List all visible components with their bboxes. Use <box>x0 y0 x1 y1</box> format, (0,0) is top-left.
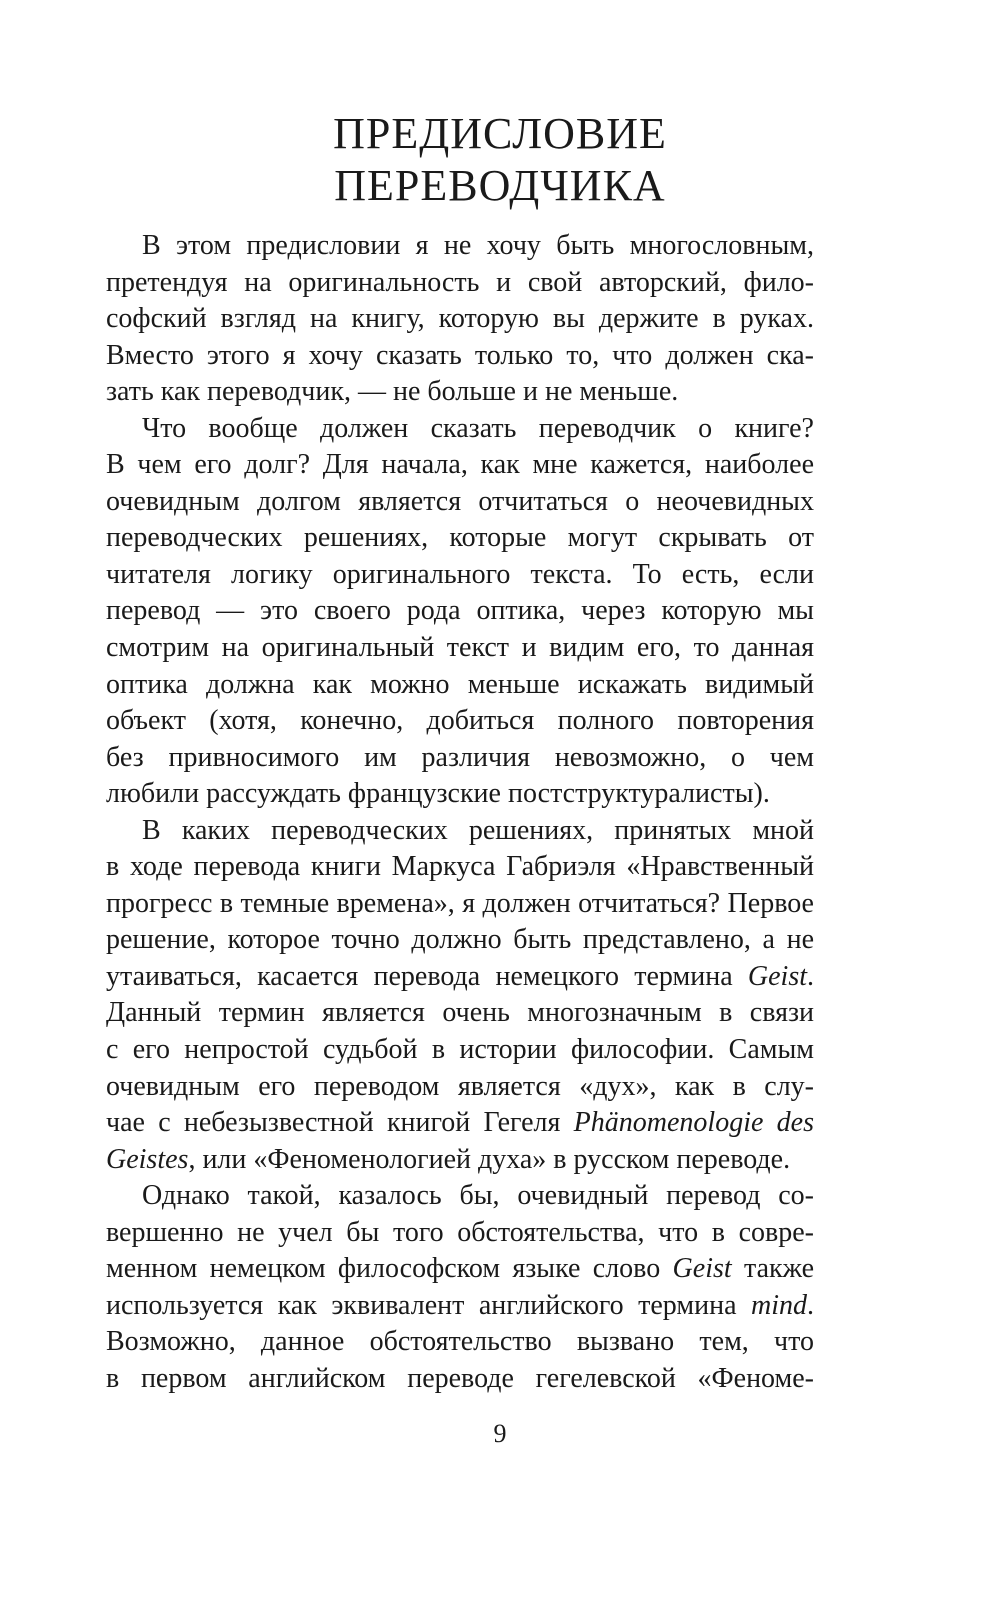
text-line: софский взгляд на книгу, которую вы держите в руках. <box>106 303 814 335</box>
emphasis-term: Geistes <box>106 1143 189 1175</box>
text-line: В каких переводческих решениях, принятых мной <box>142 814 814 846</box>
text-segment: чае с небезызвестной книгой Гегеля <box>106 1107 574 1139</box>
emphasis-term: Phänomenologie des <box>573 1107 814 1139</box>
page-number: 9 <box>493 1419 507 1448</box>
text-line: претендуя на оригинальность и свой авторский, фило- <box>106 266 814 298</box>
title-line-1: ПРЕДИСЛОВИЕ <box>333 109 667 158</box>
text-line: В чем его долг? Для начала, как мне кажется, наиболее <box>106 449 814 481</box>
text-line: с его непростой судьбой в истории философии. Самым <box>106 1034 814 1066</box>
text-line: в ходе перевода книги Маркуса Габриэля «Нравственный <box>106 851 814 883</box>
text-line <box>106 1142 814 1179</box>
text-segment: используется как эквивалент английского термина <box>106 1289 751 1321</box>
emphasis-term: Geist <box>747 960 807 992</box>
emphasis-term: Geist <box>672 1253 732 1285</box>
text-line: Возможно, данное обстоятельство вызвано тем, что <box>106 1326 814 1358</box>
text-segment: менном немецком философском языке слово <box>106 1253 673 1285</box>
text-line: смотрим на оригинальный текст и видим его, то данная <box>106 632 814 664</box>
text-line: Что вообще должен сказать переводчик о книге? <box>142 412 814 444</box>
text-line: Данный термин является очень многозначным в связи <box>106 997 814 1029</box>
text-segment: . <box>807 1289 814 1321</box>
text-line <box>106 1105 814 1142</box>
text-line <box>106 1251 814 1288</box>
page-title <box>0 108 1000 212</box>
body-text <box>106 228 814 1398</box>
text-line <box>106 959 814 996</box>
text-line: в первом английском переводе гегелевской «Феноме- <box>106 1362 814 1394</box>
text-line: Однако такой, казалось бы, очевидный перевод со- <box>142 1180 814 1212</box>
text-line: без привносимого им различия невозможно, о чем <box>106 741 814 773</box>
text-line: решение, которое точно должно быть представлено, а не <box>106 924 814 956</box>
text-line: вершенно не учел бы того обстоятельства, что в совре- <box>106 1216 814 1248</box>
text-line: В этом предисловии я не хочу быть многословным, <box>142 230 814 261</box>
text-line <box>106 1288 814 1325</box>
text-line: зать как переводчик, — не больше и не меньше. <box>106 376 679 408</box>
title-line-2: ПЕРЕВОДЧИКА <box>334 161 666 210</box>
text-line: объект (хотя, конечно, добиться полного повторения <box>106 705 814 737</box>
text-line: прогресс в темные времена», я должен отчитаться? Первое <box>106 887 814 919</box>
emphasis-term: mind <box>751 1289 807 1321</box>
text-segment: . <box>807 960 814 992</box>
text-line: Вместо этого я хочу сказать только то, что должен ска- <box>106 339 814 371</box>
text-line: перевод — это своего рода оптика, через которую мы <box>106 595 814 627</box>
text-line: читателя логику оригинального текста. То есть, если <box>106 558 814 590</box>
text-line: любили рассуждать французские постструктуралисты). <box>106 778 770 810</box>
text-segment: также <box>731 1253 815 1285</box>
text-line: очевидным долгом является отчитаться о неочевидных <box>106 485 814 517</box>
text-segment: утаиваться, касается перевода немецкого термина <box>106 960 748 992</box>
text-line: переводческих решениях, которые могут скрывать от <box>106 522 814 554</box>
text-line: очевидным его переводом является «дух», как в слу- <box>106 1070 814 1102</box>
text-line: оптика должна как можно меньше искажать видимый <box>106 668 814 700</box>
text-segment: , или «Феноменологией духа» в русском переводе. <box>188 1143 791 1175</box>
